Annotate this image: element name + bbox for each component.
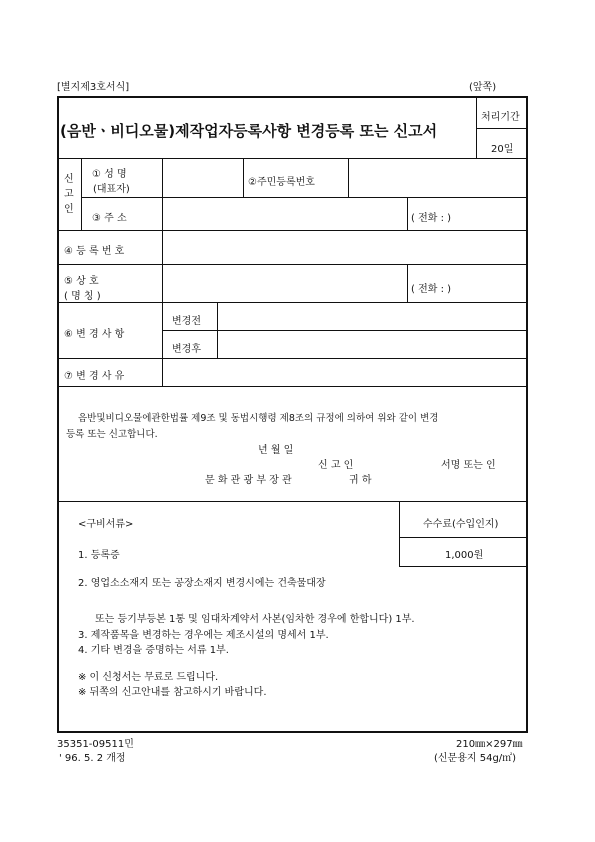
processing-label: 처리기간 (481, 112, 520, 123)
declaration-line2: 등록 또는 신고합니다. (66, 429, 158, 440)
change-items-label: ⑥ 변 경 사 항 (64, 329, 125, 340)
col-line (407, 197, 408, 230)
row-line (399, 566, 527, 567)
reg-no-label: ④ 등 록 번 호 (64, 246, 125, 257)
name-field[interactable] (163, 162, 242, 196)
col-line (407, 264, 408, 302)
document-item-1: 1. 등록증 (78, 550, 120, 561)
address-label: ③ 주 소 (92, 213, 127, 224)
trade-name-label: ⑤ 상 호 (64, 276, 99, 287)
note-2: ※ 뒤쪽의 신고안내를 참고하시기 바랍니다. (78, 687, 267, 698)
rrn-label: ②주민등록번호 (248, 177, 315, 188)
row-line (58, 158, 527, 159)
document-item-4: 4. 기타 변경을 증명하는 서류 1부. (78, 645, 229, 656)
name-label: ① 성 명 (92, 169, 127, 180)
footer-size: 210㎜×297㎜ (456, 739, 523, 750)
note-1: ※ 이 신청서는 무료로 드립니다. (78, 672, 219, 683)
row-line (58, 264, 527, 265)
document-item-2: 2. 영업소소재지 또는 공장소재지 변경시에는 건축물대장 (78, 578, 326, 589)
honorific-label: 귀 하 (349, 475, 372, 486)
documents-header: <구비서류> (78, 519, 134, 530)
name-sub-label: (대표자) (93, 184, 130, 195)
col-line (243, 158, 244, 197)
trade-phone-label: ( 전화 : ) (411, 284, 452, 295)
change-reason-label: ⑦ 변 경 사 유 (64, 371, 125, 382)
row-line (58, 230, 527, 231)
fee-label: 수수료(수입인지) (423, 519, 499, 530)
recipient-label: 문 화 관 광 부 장 관 (205, 475, 292, 486)
row-line (58, 386, 527, 387)
declaration-line1: 음반및비디오물에관한법률 제9조 및 동법시행령 제8조의 규정에 의하여 위와 같이 변경 (78, 413, 439, 424)
applicant-group-label: 신 고 인 (64, 174, 74, 215)
date-line: 년 월 일 (258, 445, 294, 456)
row-line (81, 197, 527, 198)
col-line (399, 501, 400, 566)
address-field[interactable] (163, 200, 406, 228)
reg-no-field[interactable] (163, 232, 526, 262)
processing-divider (476, 128, 527, 129)
after-field[interactable] (218, 332, 526, 357)
row-line (58, 358, 527, 359)
page-side: (앞쪽) (469, 82, 497, 93)
before-label: 변경전 (172, 316, 201, 327)
address-phone-label: ( 전화 : ) (411, 213, 452, 224)
reporter-label: 신 고 인 (318, 460, 354, 471)
signature-label: 서명 또는 인 (441, 460, 496, 471)
col-line (81, 158, 82, 230)
footer-paper: (신문용지 54g/㎡) (434, 753, 517, 764)
row-line (399, 537, 527, 538)
footer-revised: ' 96. 5. 2 개정 (59, 753, 126, 764)
footer-code: 35351-09511민 (57, 739, 134, 750)
document-item-2b: 또는 등기부등본 1통 및 임대차계약서 사본(임차한 경우에 한합니다) 1부. (95, 614, 415, 625)
trade-name-field[interactable] (163, 266, 406, 300)
document-item-3: 3. 제작품목을 변경하는 경우에는 제조시설의 명세서 1부. (78, 630, 329, 641)
row-line (58, 302, 527, 303)
change-reason-field[interactable] (163, 360, 526, 385)
row-line (58, 501, 527, 502)
before-field[interactable] (218, 304, 526, 329)
rrn-field[interactable] (349, 162, 526, 196)
form-number: [별지제3호서식] (57, 82, 130, 93)
after-label: 변경후 (172, 344, 201, 355)
fee-value: 1,000원 (445, 550, 484, 561)
form-title: (음반ㆍ비디오물)제작업자등록사항 변경등록 또는 신고서 (60, 122, 438, 140)
processing-value: 20일 (491, 144, 514, 155)
trade-name-sub-label: ( 명 칭 ) (64, 291, 101, 302)
